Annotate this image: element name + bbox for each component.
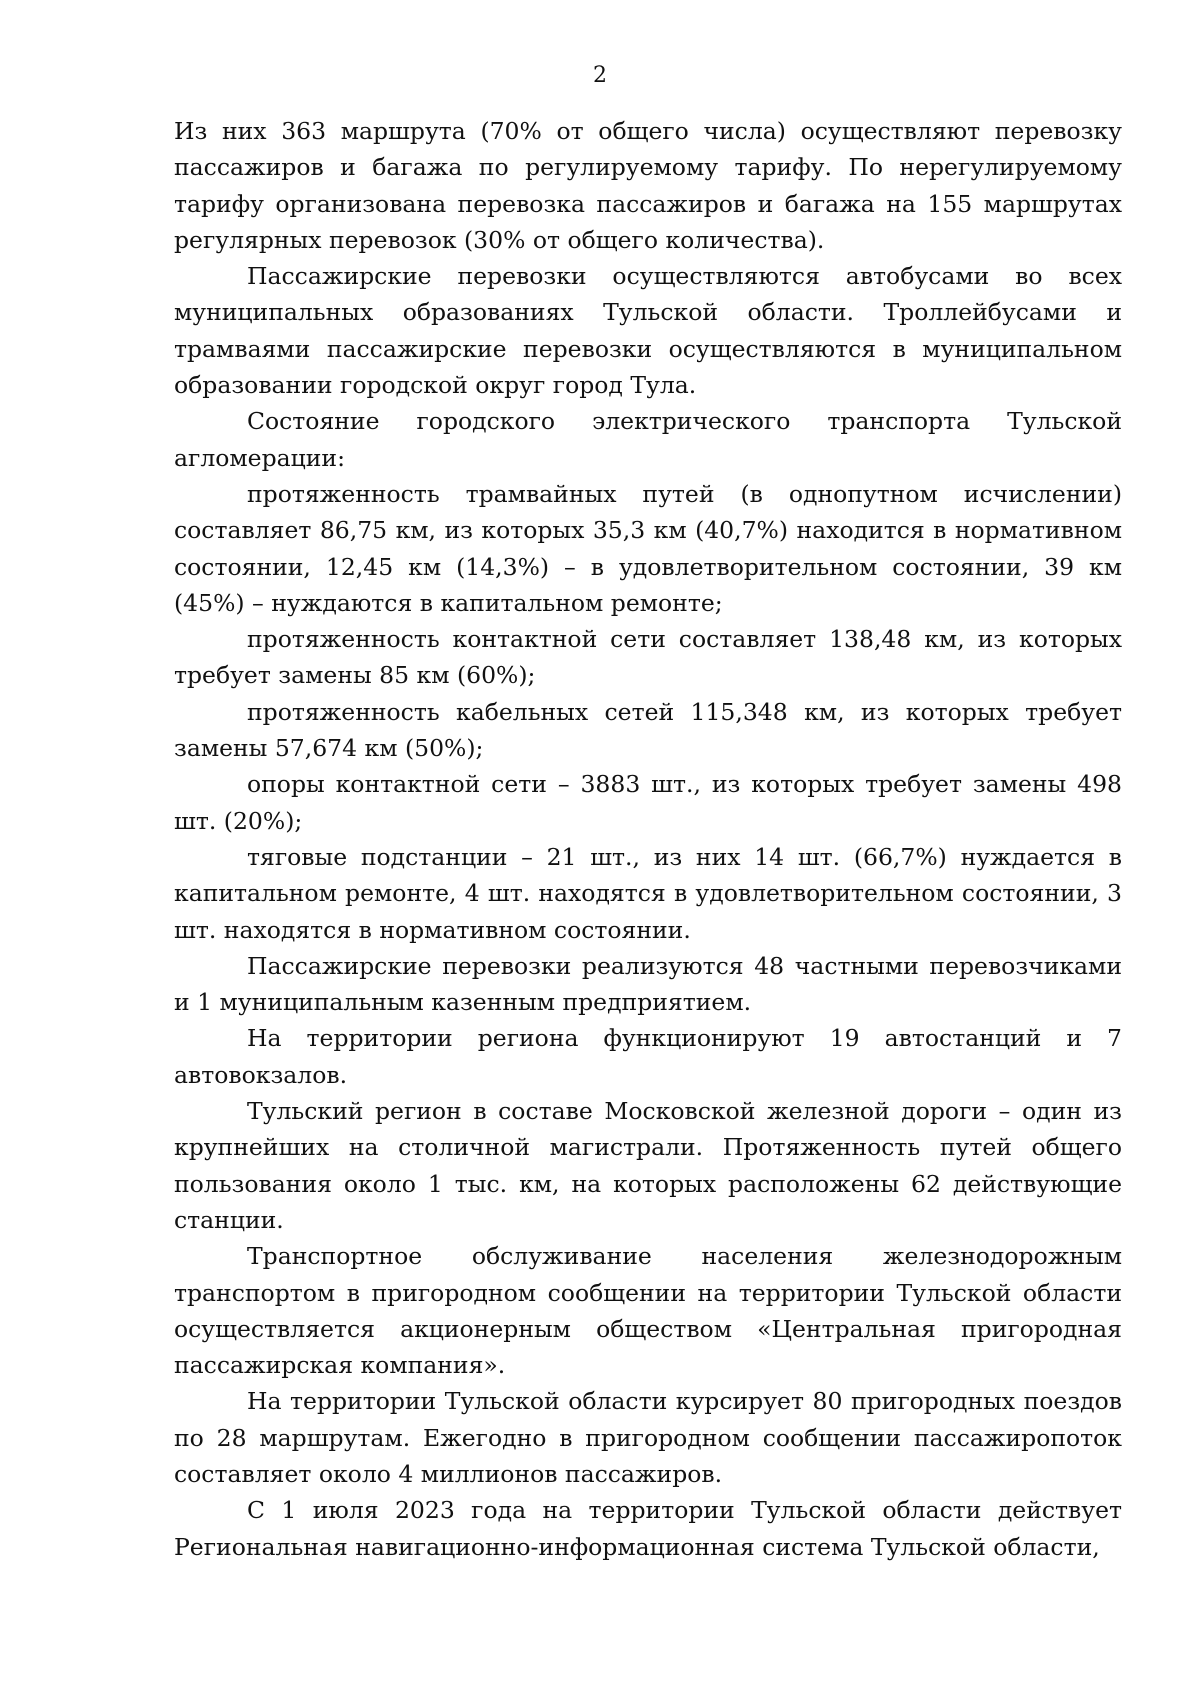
paragraph-bus-stations: На территории региона функционируют 19 автостанций и 7 автовокзалов. bbox=[174, 1024, 1122, 1089]
paragraph-tram-tracks: протяженность трамвайных путей (в однопутном исчислении) составляет 86,75 км, из которых 35,3 км (40,7%) находится в нормативном состоянии, 12,45 км (14,3%) – в удовлетворительном состоянии, 39 км (45%) – нуждаются в капитальном ремонте; bbox=[174, 479, 1122, 617]
paragraph-navigation-system: С 1 июля 2023 года на территории Тульской области действует Региональная навигационно-информационная система Тульской области, bbox=[174, 1496, 1122, 1561]
paragraph-electric-transport-state: Состояние городского электрического транспорта Тульской агломерации: bbox=[174, 407, 1122, 472]
paragraph-contact-poles: опоры контактной сети – 3883 шт., из которых требует замены 498 шт. (20%); bbox=[174, 770, 1122, 835]
page-number: 2 bbox=[593, 63, 607, 88]
paragraph-routes-tariffs: Из них 363 маршрута (70% от общего числа) осуществляют перевозку пассажиров и багажа по регулируемому тарифу. По нерегулируемому тарифу организована перевозка пассажиров и багажа на 155 маршрутах регулярных перевозок (30% от общего количества). bbox=[174, 117, 1122, 254]
paragraph-traction-substations: тяговые подстанции – 21 шт., из них 14 шт. (66,7%) нуждается в капитальном ремонте, 4 шт. находятся в удовлетворительном состоянии, 3 шт. находятся в нормативном состоянии. bbox=[174, 842, 1122, 944]
paragraph-suburban-trains: На территории Тульской области курсирует 80 пригородных поездов по 28 маршрутам. Ежегодно в пригородном сообщении пассажиропоток составляет около 4 миллионов пассажиров. bbox=[174, 1387, 1122, 1488]
paragraph-suburban-service: Транспортное обслуживание населения железнодорожным транспортом в пригородном сообщении на территории Тульской области осуществляется акционерным обществом «Центральная пригородная пассажирская компания». bbox=[174, 1242, 1122, 1380]
paragraph-cable-networks: протяженность кабельных сетей 115,348 км, из которых требует замены 57,674 км (50%); bbox=[174, 697, 1122, 763]
document-body bbox=[174, 113, 1122, 1565]
paragraph-carriers: Пассажирские перевозки реализуются 48 частными перевозчиками и 1 муниципальным казенным предприятием. bbox=[174, 951, 1122, 1017]
paragraph-contact-network: протяженность контактной сети составляет 138,48 км, из которых требует замены 85 км (60%); bbox=[174, 625, 1122, 690]
paragraph-railway-region: Тульский регион в составе Московской железной дороги – один из крупнейших на столичной магистрали. Протяженность путей общего пользования около 1 тыс. км, на которых расположены 62 действующие станции. bbox=[174, 1097, 1122, 1234]
paragraph-bus-trolley-tram: Пассажирские перевозки осуществляются автобусами во всех муниципальных образованиях Тульской области. Троллейбусами и трамваями пассажирские перевозки осуществляются в муниципальном образовании городской округ город Тула. bbox=[174, 262, 1122, 400]
